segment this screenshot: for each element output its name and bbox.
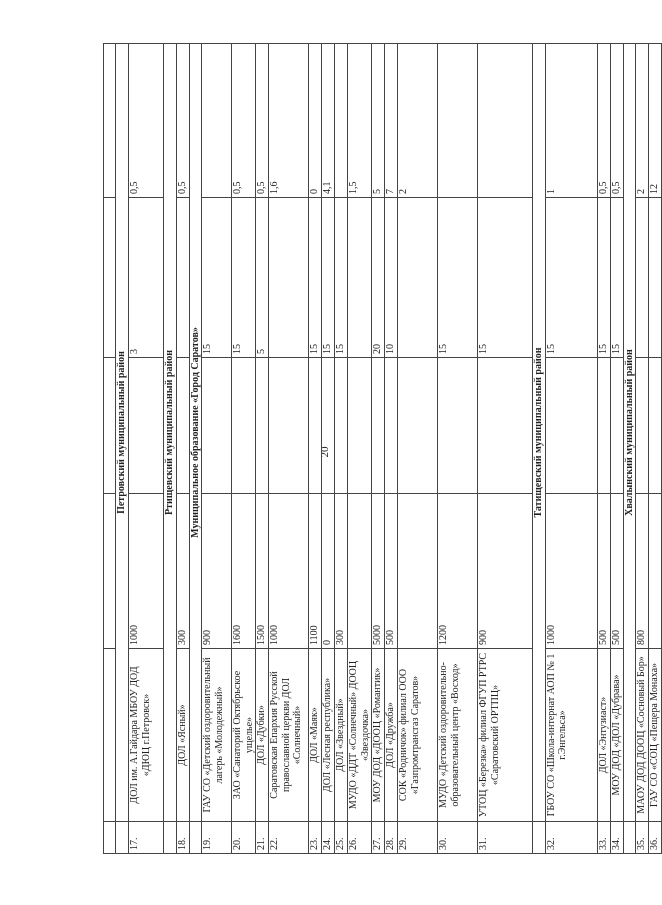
camp-name: ДОЛ «Звездный» xyxy=(335,649,348,822)
table-row xyxy=(372,44,385,854)
row-number: 33. xyxy=(597,822,610,854)
value-c: 15 xyxy=(597,198,610,358)
value-b xyxy=(129,358,164,494)
camp-name: СОК «Родничок» филиал ООО «Газпромтрансгаз Саратов» xyxy=(398,649,438,822)
value-a xyxy=(398,494,438,649)
table-row xyxy=(269,44,309,854)
camp-name: Саратовская Епархия Русской православной церкви ДОЛ «Солнечный» xyxy=(269,649,309,822)
value-a: 1600 xyxy=(232,494,256,649)
value-c: 15 xyxy=(545,198,597,358)
value-b xyxy=(232,358,256,494)
camp-name: МОУ ДОД «ДООЦ «Романтик» xyxy=(372,649,385,822)
row-number: 26. xyxy=(348,822,372,854)
section-row xyxy=(533,44,546,854)
value-c: 15 xyxy=(202,198,232,358)
value-d: 5 xyxy=(372,44,385,198)
table-row xyxy=(398,44,438,854)
value-c xyxy=(269,198,309,358)
value-a: 500 xyxy=(610,494,623,649)
row-number: 18. xyxy=(176,822,189,854)
value-d xyxy=(438,44,478,198)
value-a xyxy=(649,494,662,649)
row-number: 28. xyxy=(385,822,398,854)
value-c xyxy=(398,198,438,358)
camp-name: МУДО «ДДТ «Солнечный» ДООЦ «Звездочка» xyxy=(348,649,372,822)
camp-name: УТОЦ «Березка» филиал ФГУП РТРС «Саратовский ОРТПЦ» xyxy=(478,649,533,822)
camp-name: МАОУ ДОД ДООЦ «Сосновый Бор» xyxy=(636,649,649,822)
camp-name: ДОЛ «Лесная республика» xyxy=(322,649,335,822)
value-d: 0,5 xyxy=(129,44,164,198)
camp-name: ДОЛ «Маяк» xyxy=(309,649,322,822)
value-d: 1,6 xyxy=(269,44,309,198)
value-d: 7 xyxy=(385,44,398,198)
camp-name: ДОЛ «Дружба» xyxy=(385,649,398,822)
value-b xyxy=(322,358,335,494)
value-c: 3 xyxy=(129,198,164,358)
table-row xyxy=(385,44,398,854)
table-row xyxy=(649,44,662,854)
camp-name: ДОЛ «Ясный» xyxy=(176,649,189,822)
table-row xyxy=(610,44,623,854)
camp-name: МОУ ДОД «ДОЛ «Дубрава» xyxy=(610,649,623,822)
value-a: 1200 xyxy=(438,494,478,649)
value-a: 1000 xyxy=(129,494,164,649)
camp-name: ДОЛ им. А.Гайдара МБОУ ДОД «ДЮЦ г.Петровск» xyxy=(129,649,164,822)
value-c: 15 xyxy=(309,198,322,358)
value-c: 10 xyxy=(385,198,398,358)
value-d: 0,5 xyxy=(176,44,189,198)
page-number: 20 xyxy=(319,446,331,458)
value-b xyxy=(545,358,597,494)
row-number: 19. xyxy=(202,822,232,854)
value-c: 15 xyxy=(438,198,478,358)
value-d: 0,5 xyxy=(256,44,269,198)
table-row xyxy=(636,44,649,854)
document-table-container xyxy=(103,44,660,854)
value-a: 1000 xyxy=(545,494,597,649)
value-a: 5000 xyxy=(372,494,385,649)
value-d: 1,5 xyxy=(348,44,372,198)
row-number: 30. xyxy=(438,822,478,854)
camp-name: ЗАО «Санаторий Октябрьское ущелье» xyxy=(232,649,256,822)
value-b xyxy=(335,358,348,494)
table-row xyxy=(129,44,164,854)
section-title: Петровский муниципальный район xyxy=(116,44,129,822)
table-row xyxy=(232,44,256,854)
value-c xyxy=(176,198,189,358)
section-row xyxy=(623,44,636,854)
value-d: 1 xyxy=(545,44,597,198)
value-b xyxy=(385,358,398,494)
table-row xyxy=(545,44,597,854)
value-b xyxy=(269,358,309,494)
value-d: 4,1 xyxy=(322,44,335,198)
camp-name: ГАУ СО «СОЦ «Пещера Монаха» xyxy=(649,649,662,822)
camps-table xyxy=(103,43,662,854)
value-c: 15 xyxy=(322,198,335,358)
table-row xyxy=(176,44,189,854)
section-title: Ртищевский муниципальный район xyxy=(164,44,177,822)
camp-name: ГАУ СО «Детский оздоровительный лагерь «Молодежный» xyxy=(202,649,232,822)
row-number: 36. xyxy=(649,822,662,854)
value-b xyxy=(176,358,189,494)
row-number: 35. xyxy=(636,822,649,854)
value-c: 15 xyxy=(478,198,533,358)
value-c: 5 xyxy=(256,198,269,358)
value-a xyxy=(348,494,372,649)
value-d: 0 xyxy=(309,44,322,198)
row-number: 31. xyxy=(478,822,533,854)
value-d xyxy=(478,44,533,198)
value-a: 900 xyxy=(478,494,533,649)
value-d xyxy=(335,44,348,198)
table-row xyxy=(597,44,610,854)
value-d: 2 xyxy=(398,44,438,198)
value-c: 20 xyxy=(372,198,385,358)
camp-name: ГБОУ СО «Школа-интернат АОП № 1 г.Энгельса» xyxy=(545,649,597,822)
camp-name: ДОЛ «Дубки» xyxy=(256,649,269,822)
table-row xyxy=(309,44,322,854)
value-c xyxy=(636,198,649,358)
section-title: Хвалынский муниципальный район xyxy=(623,44,636,822)
section-title: Татищевский муниципальный район xyxy=(533,44,546,822)
value-c xyxy=(348,198,372,358)
table-row xyxy=(348,44,372,854)
value-b xyxy=(202,358,232,494)
row-number: 25. xyxy=(335,822,348,854)
table-row xyxy=(256,44,269,854)
value-d: 0,5 xyxy=(232,44,256,198)
value-d: 0,5 xyxy=(597,44,610,198)
table-row xyxy=(202,44,232,854)
value-d: 0,5 xyxy=(610,44,623,198)
value-a: 800 xyxy=(636,494,649,649)
value-a: 300 xyxy=(176,494,189,649)
table-row xyxy=(335,44,348,854)
value-c: 15 xyxy=(335,198,348,358)
value-b xyxy=(636,358,649,494)
value-a: 1100 xyxy=(309,494,322,649)
row-number: 27. xyxy=(372,822,385,854)
value-c xyxy=(649,198,662,358)
row-number: 23. xyxy=(309,822,322,854)
value-a: 500 xyxy=(597,494,610,649)
value-a: 500 xyxy=(385,494,398,649)
section-title: Муниципальное образование «Город Саратов» xyxy=(189,44,202,822)
value-d: 12 xyxy=(649,44,662,198)
value-d xyxy=(202,44,232,198)
value-c: 15 xyxy=(232,198,256,358)
table-row xyxy=(322,44,335,854)
value-b xyxy=(610,358,623,494)
row-number: 34. xyxy=(610,822,623,854)
value-a: 0 xyxy=(322,494,335,649)
value-a: 300 xyxy=(335,494,348,649)
row-number: 17. xyxy=(129,822,164,854)
row-number: 29. xyxy=(398,822,438,854)
value-a: 900 xyxy=(202,494,232,649)
camp-name: ДОЛ «Энтузиаст» xyxy=(597,649,610,822)
value-b xyxy=(478,358,533,494)
camp-name: МУДО «Детский оздоровительно-образовательный центр «Восход» xyxy=(438,649,478,822)
section-row xyxy=(116,44,129,854)
value-d: 2 xyxy=(636,44,649,198)
section-row xyxy=(189,44,202,854)
table-row xyxy=(438,44,478,854)
value-b xyxy=(649,358,662,494)
row-number: 21. xyxy=(256,822,269,854)
table-row xyxy=(478,44,533,854)
value-a: 1500 xyxy=(256,494,269,649)
value-b xyxy=(372,358,385,494)
value-a: 1000 xyxy=(269,494,309,649)
table-top-row xyxy=(104,44,116,854)
section-row xyxy=(164,44,177,854)
value-b xyxy=(309,358,322,494)
row-number: 22. xyxy=(269,822,309,854)
row-number: 20. xyxy=(232,822,256,854)
value-c: 15 xyxy=(610,198,623,358)
value-b xyxy=(597,358,610,494)
value-b xyxy=(438,358,478,494)
row-number: 24. xyxy=(322,822,335,854)
value-b xyxy=(256,358,269,494)
row-number: 32. xyxy=(545,822,597,854)
value-b xyxy=(348,358,372,494)
value-b xyxy=(398,358,438,494)
